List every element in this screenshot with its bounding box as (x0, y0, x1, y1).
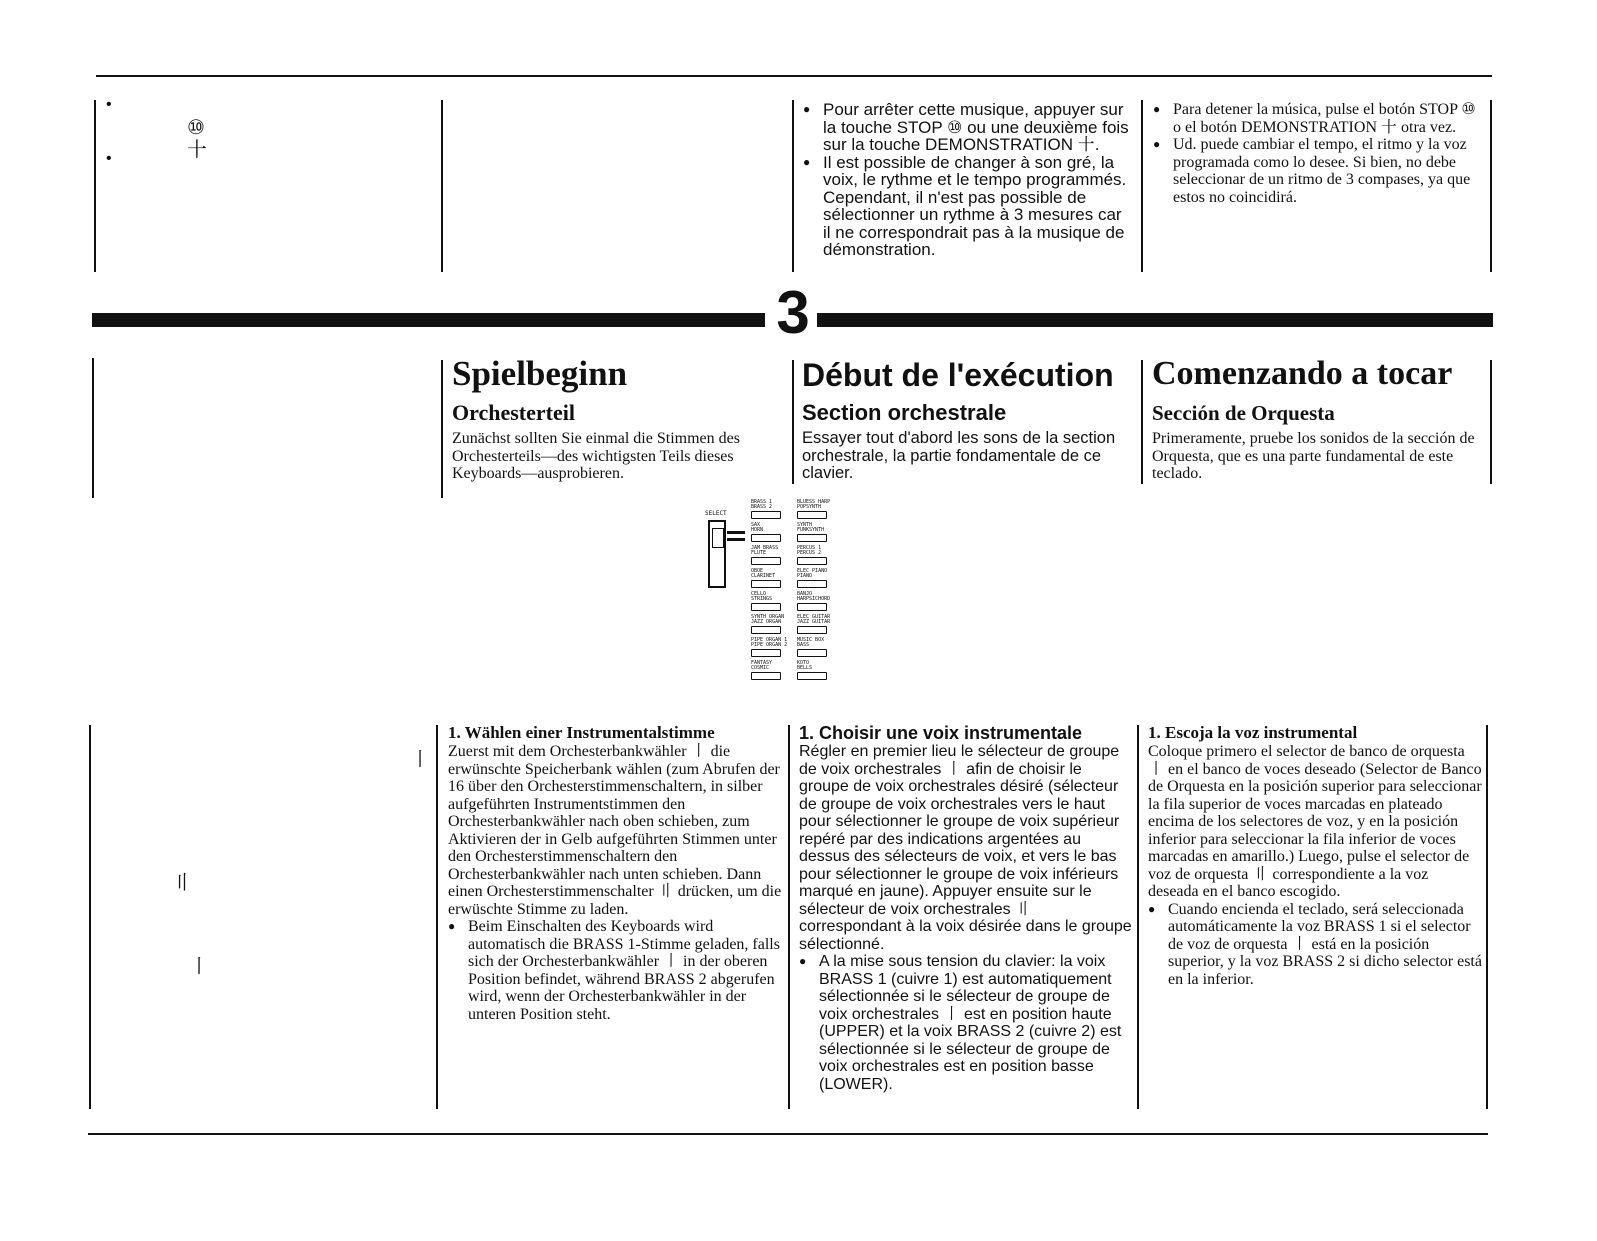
intro-paragraph: Zunächst sollten Sie einmal die Stimmen des Orchesterteils—des wichtigsten Teils dieses Keyboards—ausprobieren. (452, 430, 740, 482)
voice-label: HARPSICHORD (797, 596, 831, 602)
ref-number-21: 〡 (189, 956, 209, 978)
divider (94, 100, 96, 272)
voice-label: ELEC PIANO (797, 568, 828, 574)
ref-number-22: 〢 (172, 872, 192, 894)
list-item: ● Ud. puede cambiar el tempo, el ritmo y la voz programada como lo desee. Si bien, no debe seleccionar de un ritmo de 3 compases, ya que estos no coincidirá. (1153, 136, 1483, 206)
voice-button (797, 672, 827, 680)
voice-label: MUSIC BOX (797, 637, 825, 643)
divider (788, 725, 790, 1109)
page-title: Début de l'exécution (802, 357, 1114, 393)
step-notes (799, 953, 1133, 1093)
list-item: ● Il est possible de changer à son gré, la voix, le rythme et le tempo programmés. Cependant, il n'est pas possible de sélectionner un rythme à 3 mesures car il ne correspondrait pas à la musique de démonstration. (803, 154, 1133, 259)
voice-buttons-left (751, 500, 787, 684)
voice-label: BRASS 1 (751, 499, 773, 505)
voice-button-group (751, 661, 787, 680)
voice-label: BRASS 2 (751, 504, 773, 510)
voice-button (751, 557, 781, 565)
divider (1141, 360, 1143, 484)
voice-button (751, 672, 781, 680)
voice-label: COSMIC (751, 665, 770, 671)
divider (792, 360, 794, 484)
voice-label: OBOE (751, 568, 764, 574)
bracket-mark (727, 538, 745, 541)
divider (89, 725, 91, 1109)
voice-label: SAX (751, 522, 761, 528)
voice-label: SYNTH (797, 522, 813, 528)
voice-button-group (797, 523, 830, 542)
voice-button-group (751, 569, 787, 588)
ref-number-21: 〡 (410, 749, 430, 771)
divider (441, 100, 443, 272)
fr-intro (802, 354, 1136, 483)
step-paragraph: Zuerst mit dem Orchesterbankwähler 〡 die erwünschte Speicherbank wählen (zum Abrufen der 16 über den Orchesterstimmenschaltern, in silber aufgeführten Instrumentstimmen den Orchesterbankwähler nach oben schieben, zum Aktivieren der in Gelb aufgeführten Stimmen unter den Orchesterstimmenschaltern den Orchesterbankwähler nach unten schieben. Dann einen Orchesterstimmenschalter 〢 drücken, um die erwüschte Stimme zu laden. (448, 743, 782, 918)
divider (1141, 100, 1143, 272)
list-item: ● Para detener la música, pulse el botón STOP ⑩ o el botón DEMONSTRATION 〸 otra vez. (1153, 101, 1483, 136)
step-paragraph: Régler en premier lieu le sélecteur de groupe de voix orchestrales 〡 afin de choisir le groupe de voix orchestrales désiré (sélecteur de groupe de voix orchestrales vers le haut pour sélectionner le groupe de voix supérieur repéré par des indications argentées au dessus des sélecteurs de voix, et vers le bas pour sélectionner le groupe de voix inférieurs marqué en jaune). Appuyer ensuite sur le sélecteur de voix orchestrales 〢 correspondant à la voix désirée dans le groupe sélectionné. (799, 743, 1132, 953)
top-rule (96, 75, 1492, 77)
voice-button (751, 534, 781, 542)
voice-label: KOTO (797, 660, 810, 666)
divider (792, 100, 794, 272)
voice-label: FANTASY (751, 660, 773, 666)
voice-button-group (797, 661, 830, 680)
voice-button-group (751, 523, 787, 542)
de-step-1 (448, 723, 782, 1023)
voice-label: BELLS (797, 665, 813, 671)
list-item: ● Cuando encienda el teclado, será seleccionada automáticamente la voz BRASS 1 si el selector de voz de orquesta 〡 está en la posición superior, y la voz BRASS 2 si dicho selector está en la inferior. (1148, 901, 1482, 989)
voice-button-group (751, 592, 787, 611)
de-intro (452, 354, 786, 483)
step-heading: 1. Escoja la voz instrumental (1148, 723, 1358, 742)
es-step-1 (1148, 723, 1482, 988)
bullet-mark: • (106, 150, 112, 167)
voice-button-group (751, 615, 787, 634)
divider (1137, 725, 1139, 1109)
voice-button (751, 511, 781, 519)
voice-label: ELEC GUITAR (797, 614, 831, 620)
step-heading: 1. Choisir une voix instrumentale (799, 723, 1083, 743)
es-intro (1152, 354, 1486, 483)
voice-label: FUNKSYNTH (797, 527, 825, 533)
section-subtitle: Orchesterteil (452, 400, 575, 425)
voice-button (751, 649, 781, 657)
voice-label: PIPE ORGAN 1 (751, 637, 788, 643)
voice-button (797, 534, 827, 542)
bullet-mark: • (106, 96, 112, 113)
voice-button-group (797, 500, 830, 519)
list-item: ● Pour arrêter cette musique, appuyer sur la touche STOP ⑩ ou une deuxième fois sur la touche DEMONSTRATION 〸. (803, 101, 1133, 154)
step-heading: 1. Wählen einer Instrumentalstimme (448, 723, 715, 742)
bracket-mark (727, 531, 745, 534)
voice-button (797, 557, 827, 565)
voice-button (751, 626, 781, 634)
voice-button (797, 580, 827, 588)
list-item: ● Beim Einschalten des Keyboards wird automatisch die BRASS 1-Stimme geladen, falls sich der Orchesterbankwähler 〡 in der oberen Position befindet, während BRASS 2 abgerufen wird, wenn der Orchesterbankwähler in der unteren Position steht. (448, 918, 782, 1023)
voice-label: PERCUS 2 (797, 550, 822, 556)
ref-number-28: 〸 (187, 139, 207, 161)
voice-label: JAZZ GUITAR (797, 619, 831, 625)
voice-label: JAM BRASS (751, 545, 779, 551)
voice-button (797, 603, 827, 611)
voice-button (751, 603, 781, 611)
section-subtitle: Sección de Orquesta (1152, 401, 1335, 425)
intro-paragraph: Primeramente, pruebe los sonidos de la sección de Orquesta, que es una parte fundamental de este teclado. (1152, 430, 1475, 482)
fr-top-notes (803, 101, 1133, 259)
voice-label: SYNTH ORGAN (751, 614, 785, 620)
section-subtitle: Section orchestrale (802, 400, 1007, 425)
voice-button (797, 511, 827, 519)
voice-button-group (797, 546, 830, 565)
voice-label: PERCUS 1 (797, 545, 822, 551)
voice-label: BLUESS HARP (797, 499, 831, 505)
bottom-rule (88, 1133, 1488, 1135)
divider (92, 358, 94, 498)
divider (436, 725, 438, 1109)
voice-button (751, 580, 781, 588)
voice-button (797, 626, 827, 634)
page-title: Spielbeginn (452, 354, 628, 393)
voice-label: STRINGS (751, 596, 773, 602)
voice-button-group (751, 500, 787, 519)
step-paragraph: Coloque primero el selector de banco de orquesta 〡 en el banco de voces deseado (Selector de Banco de Orquesta en la posición superior para seleccionar la fila superior de voces marcadas en plateado encima de los selectores de voz, y en la posición inferior para seleccionar la fila inferior de voces marcadas en amarillo.) Luego, pulse el selector de voz de orquesta 〢 correspondiente a la voz deseada en el banco escogido. (1148, 743, 1482, 900)
fr-step-1 (799, 723, 1133, 1093)
page-title: Comenzando a tocar (1152, 355, 1453, 392)
divider (1490, 360, 1492, 484)
orchestra-select-diagram (705, 498, 855, 708)
voice-label: POPSYNTH (797, 504, 822, 510)
voice-button-group (797, 615, 830, 634)
voice-button (797, 649, 827, 657)
voice-label: CLARINET (751, 573, 776, 579)
voice-label: CELLO (751, 591, 767, 597)
step-notes (1148, 901, 1482, 989)
voice-button-group (751, 638, 787, 657)
step-notes (448, 918, 782, 1023)
section-number: 3 (776, 279, 810, 346)
select-label: SELECT (705, 510, 727, 517)
voice-label: JAZZ ORGAN (751, 619, 782, 625)
voice-button-group (797, 638, 830, 657)
voice-label: BASS (797, 642, 810, 648)
divider (1490, 100, 1492, 272)
voice-label: PIPE ORGAN 2 (751, 642, 788, 648)
voice-label: FLUTE (751, 550, 767, 556)
section-band-left (92, 313, 765, 327)
divider (441, 360, 443, 498)
section-band-right (817, 313, 1493, 327)
voice-label: PIANO (797, 573, 813, 579)
voice-button-group (797, 569, 830, 588)
voice-label: HORN (751, 527, 764, 533)
divider (1486, 725, 1488, 1109)
bank-selector-switch (708, 520, 726, 588)
voice-buttons-right (797, 500, 830, 684)
voice-button-group (751, 546, 787, 565)
list-item: ● A la mise sous tension du clavier: la voix BRASS 1 (cuivre 1) est automatiquement sélectionnée si le sélecteur de groupe de voix orchestrales 〡 est en position haute (UPPER) et la voix BRASS 2 (cuivre 2) est sélectionnée si le sélecteur de groupe de voix orchestrales est en position basse (LOWER). (799, 953, 1133, 1093)
voice-button-group (797, 592, 830, 611)
voice-label: BANJO (797, 591, 813, 597)
intro-paragraph: Essayer tout d'abord les sons de la section orchestrale, la partie fondamentale de ce clavier. (802, 429, 1116, 482)
ref-number-16: ⑩ (187, 117, 205, 139)
es-top-notes (1153, 101, 1483, 206)
